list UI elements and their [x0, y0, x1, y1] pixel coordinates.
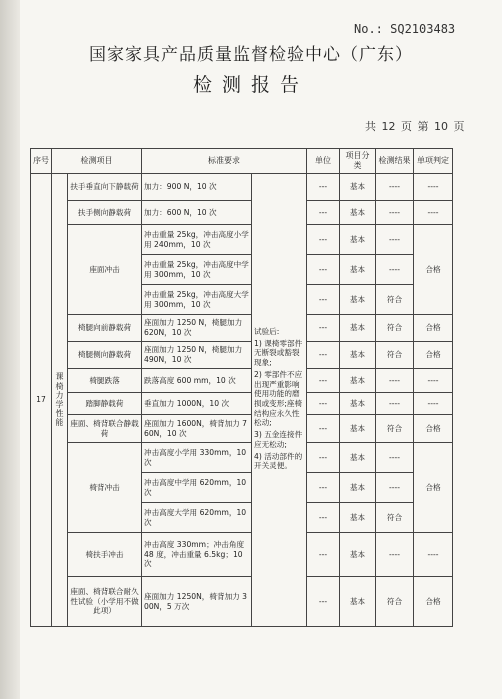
classification-cell: 基本	[340, 369, 376, 393]
header-result: 检测结果	[376, 149, 414, 174]
unit-cell: ---	[307, 225, 340, 255]
classification-cell: 基本	[340, 473, 376, 503]
item-cell: 椅背冲击	[68, 443, 142, 533]
result-cell: ----	[376, 255, 414, 285]
table-row	[31, 342, 453, 369]
classification-cell: 基本	[340, 503, 376, 533]
header-requirement: 标准要求	[142, 149, 307, 174]
result-cell: ----	[376, 443, 414, 473]
condition-cell: 冲击高度中学用 620mm，10 次	[142, 473, 252, 503]
judgment-cell: 合格	[414, 342, 453, 369]
result-cell: 符合	[376, 285, 414, 315]
header-seq: 序号	[31, 149, 52, 174]
result-cell: ----	[376, 393, 414, 415]
judgment-cell: ----	[414, 369, 453, 393]
classification-cell: 基本	[340, 285, 376, 315]
result-cell: ----	[376, 369, 414, 393]
table-row	[31, 393, 453, 415]
table-row	[31, 415, 453, 443]
item-cell: 椅腿跌落	[68, 369, 142, 393]
table-header-row	[31, 149, 453, 174]
classification-cell: 基本	[340, 315, 376, 342]
condition-cell: 座面加力 1250N，椅背加力 300N，5 万次	[142, 577, 252, 627]
unit-cell: ---	[307, 577, 340, 627]
condition-cell: 座面加力 1250 N，椅腿加力 490N，10 次	[142, 342, 252, 369]
item-cell: 扶手侧向静载荷	[68, 201, 142, 225]
judgment-cell: 合格	[414, 443, 453, 533]
unit-cell: ---	[307, 174, 340, 201]
result-cell: 符合	[376, 503, 414, 533]
classification-cell: 基本	[340, 174, 376, 201]
unit-cell: ---	[307, 473, 340, 503]
table-row	[31, 174, 453, 201]
result-cell: ----	[376, 225, 414, 255]
item-cell: 椅扶手冲击	[68, 533, 142, 577]
header-item: 检测项目	[52, 149, 142, 174]
seq-cell: 17	[31, 174, 52, 627]
item-cell: 座面冲击	[68, 225, 142, 315]
result-cell: ----	[376, 533, 414, 577]
judgment-cell: ----	[414, 393, 453, 415]
judgment-cell: ----	[414, 533, 453, 577]
header-classification: 项目分类	[340, 149, 376, 174]
condition-cell: 冲击高度小学用 330mm，10 次	[142, 443, 252, 473]
report-number: No.: SQ2103483	[354, 22, 456, 36]
header-unit: 单位	[307, 149, 340, 174]
category-cell: 课椅力学性能	[52, 174, 68, 627]
item-cell: 踏脚静载荷	[68, 393, 142, 415]
result-cell: ----	[376, 473, 414, 503]
condition-cell: 冲击重量 25kg，冲击高度中学用 300mm，10 次	[142, 255, 252, 285]
condition-cell: 加力：900 N，10 次	[142, 174, 252, 201]
table-row	[31, 201, 453, 225]
condition-cell: 跌落高度 600 mm，10 次	[142, 369, 252, 393]
result-cell: 符合	[376, 342, 414, 369]
condition-cell: 加力：600 N，10 次	[142, 201, 252, 225]
table-row	[31, 443, 453, 473]
condition-cell: 冲击高度 330mm；冲击角度 48 度，冲击重量 6.5kg；10 次	[142, 533, 252, 577]
judgment-cell: ----	[414, 174, 453, 201]
center-name: 国家家具产品质量监督检验中心（广东）	[89, 45, 413, 65]
result-cell: 符合	[376, 415, 414, 443]
condition-cell: 垂直加力 1000N，10 次	[142, 393, 252, 415]
item-cell: 座面、椅背联合耐久性试验（小学用不做此项）	[68, 577, 142, 627]
unit-cell: ---	[307, 285, 340, 315]
page-binding-edge	[0, 0, 20, 699]
classification-cell: 基本	[340, 201, 376, 225]
judgment-cell: 合格	[414, 315, 453, 342]
classification-cell: 基本	[340, 255, 376, 285]
unit-cell: ---	[307, 393, 340, 415]
classification-cell: 基本	[340, 342, 376, 369]
condition-cell: 冲击重量 25kg，冲击高度大学用 300mm，10 次	[142, 285, 252, 315]
header-judgment: 单项判定	[414, 149, 453, 174]
unit-cell: ---	[307, 342, 340, 369]
classification-cell: 基本	[340, 225, 376, 255]
condition-cell: 座面加力 1600N，椅背加力 760N，10 次	[142, 415, 252, 443]
item-cell: 座面、椅背联合静载荷	[68, 415, 142, 443]
classification-cell: 基本	[340, 443, 376, 473]
report-title: 检测报告	[192, 74, 309, 96]
table-row	[31, 369, 453, 393]
classification-cell: 基本	[340, 577, 376, 627]
judgment-cell: 合格	[414, 577, 453, 627]
table-row	[31, 577, 453, 627]
unit-cell: ---	[307, 369, 340, 393]
condition-cell: 冲击高度大学用 620mm，10 次	[142, 503, 252, 533]
result-cell: 符合	[376, 577, 414, 627]
classification-cell: 基本	[340, 533, 376, 577]
classification-cell: 基本	[340, 415, 376, 443]
judgment-cell: ----	[414, 201, 453, 225]
test-results-table	[30, 148, 453, 627]
unit-cell: ---	[307, 503, 340, 533]
unit-cell: ---	[307, 415, 340, 443]
requirement-cell: 试验后: 1) 课椅零部件无断裂或豁裂现象; 2) 零部件不应出现严重影响使用功能的磨损或变形;座椅结构应永久性松动; 3) 五金连接件应无松动; 4) 活动部件的开关灵便。	[252, 174, 307, 627]
unit-cell: ---	[307, 201, 340, 225]
table-row	[31, 315, 453, 342]
item-cell: 椅腿侧向静载荷	[68, 342, 142, 369]
result-cell: 符合	[376, 315, 414, 342]
table-row	[31, 533, 453, 577]
condition-cell: 座面加力 1250 N，椅腿加力 620N，10 次	[142, 315, 252, 342]
condition-cell: 冲击重量 25kg，冲击高度小学用 240mm，10 次	[142, 225, 252, 255]
result-cell: ----	[376, 174, 414, 201]
table-row	[31, 225, 453, 255]
judgment-cell: 合格	[414, 225, 453, 315]
item-cell: 扶手垂直向下静载荷	[68, 174, 142, 201]
item-cell: 椅腿向前静载荷	[68, 315, 142, 342]
unit-cell: ---	[307, 315, 340, 342]
unit-cell: ---	[307, 443, 340, 473]
classification-cell: 基本	[340, 393, 376, 415]
result-cell: ----	[376, 201, 414, 225]
judgment-cell: 合格	[414, 415, 453, 443]
page-info: 共 12 页 第 10 页	[365, 120, 465, 133]
unit-cell: ---	[307, 533, 340, 577]
unit-cell: ---	[307, 255, 340, 285]
